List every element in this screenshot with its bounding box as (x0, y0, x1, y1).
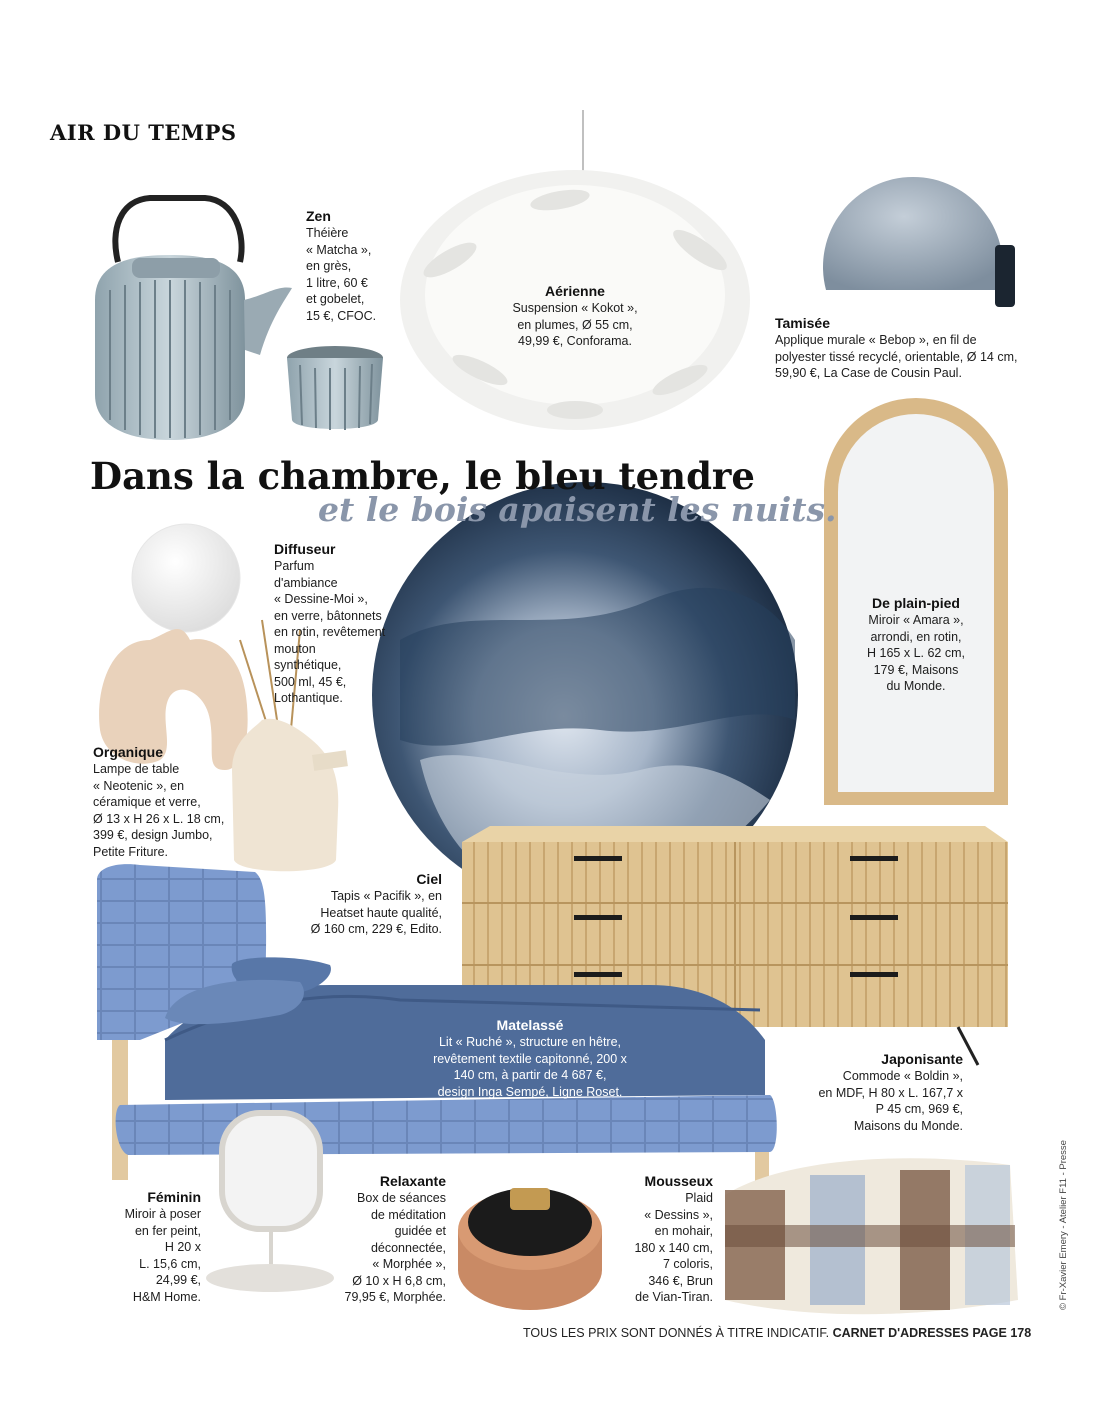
caption-line: H 20 x (164, 1240, 201, 1254)
photo-credit: © Fr-Xavier Emery - Atelier F11 - Presse (1058, 1140, 1069, 1310)
caption-line: en fer peint, (134, 1223, 201, 1238)
caption-title: Mousseux (644, 1173, 713, 1189)
caption-title: Zen (306, 208, 331, 224)
caption-mousseux (610, 1172, 713, 1306)
caption-zen (306, 207, 376, 324)
feather-pendant-image (400, 110, 750, 430)
caption-title: Diffuseur (274, 541, 336, 557)
caption-title: Féminin (147, 1189, 201, 1205)
caption-title: Organique (93, 744, 164, 760)
caption-line: Maisons du Monde. (853, 1118, 963, 1133)
caption-line: Miroir à poser (124, 1207, 201, 1221)
caption-line: Box de séances (357, 1191, 446, 1205)
caption-line: « Matcha », (306, 242, 372, 257)
caption-tamisee (775, 314, 1017, 382)
caption-line: Ø 13 x H 26 x L. 18 cm, (93, 811, 225, 826)
caption-title: Tamisée (775, 315, 830, 331)
caption-line: 140 cm, à partir de 4 687 €, (453, 1068, 607, 1082)
caption-title: Relaxante (379, 1173, 446, 1189)
caption-relaxante (322, 1172, 446, 1306)
caption-title: Matelassé (496, 1017, 564, 1033)
caption-line: Commode « Boldin », (842, 1069, 963, 1083)
footer-note (523, 1326, 1031, 1340)
caption-line: de Vian-Tiran. (635, 1290, 713, 1304)
caption-line: 24,99 €, (155, 1273, 201, 1287)
caption-line: 49,99 €, Conforama. (518, 334, 632, 348)
caption-line: H 165 x L. 62 cm, (867, 646, 965, 660)
caption-line: Lampe de table (93, 762, 180, 776)
headline-line1: Dans la chambre, le bleu tendre (90, 454, 755, 498)
caption-line: en verre, bâtonnets (274, 608, 382, 623)
section-title: AIR DU TEMPS (50, 120, 237, 145)
caption-line: 15 €, CFOC. (306, 308, 377, 323)
caption-line: en mohair, (654, 1224, 713, 1238)
caption-line: Miroir « Amara », (868, 613, 964, 627)
caption-line: mouton (274, 641, 316, 656)
caption-line: L. 15,6 cm, (139, 1256, 201, 1271)
caption-line: Applique murale « Bebop », en fil de (775, 333, 977, 347)
caption-line: en grès, (306, 259, 352, 273)
caption-line: d'ambiance (274, 575, 338, 590)
caption-organique (93, 743, 224, 860)
plaid-image (725, 1158, 1018, 1314)
caption-line: Ø 10 x H 6,8 cm, (352, 1273, 446, 1288)
caption-ciel (270, 870, 442, 938)
table-lamp-image (99, 524, 248, 770)
caption-line: en rotin, revêtement (274, 625, 386, 639)
caption-line: du Monde. (886, 679, 946, 693)
teapot-image (95, 198, 292, 440)
caption-line: « Morphée », (372, 1257, 446, 1271)
caption-line: P 45 cm, 969 €, (875, 1102, 963, 1116)
caption-title: Japonisante (881, 1051, 963, 1067)
caption-line: déconnectée, (370, 1240, 446, 1255)
caption-line: 399 €, design Jumbo, (93, 828, 213, 842)
caption-line: 346 €, Brun (648, 1273, 713, 1288)
caption-line: Plaid (685, 1191, 713, 1205)
caption-title: De plain-pied (872, 595, 960, 611)
caption-line: revêtement textile capitonné, 200 x (433, 1051, 627, 1066)
caption-line: et gobelet, (306, 292, 365, 306)
caption-line: Théière (306, 226, 349, 240)
caption-line: Tapis « Pacifik », en (330, 889, 442, 903)
meditation-box-image (458, 1188, 602, 1310)
caption-line: arrondi, en rotin, (870, 629, 962, 644)
caption-line: H&M Home. (132, 1289, 201, 1304)
caption-line: Lothantique. (274, 691, 343, 705)
caption-line: céramique et verre, (93, 795, 201, 809)
caption-line: 180 x 140 cm, (634, 1240, 713, 1255)
caption-line: « Dessins », (644, 1207, 713, 1222)
wall-sconce-image (823, 177, 1015, 307)
caption-line: Heatset haute qualité, (320, 905, 442, 920)
caption-line: 1 litre, 60 € (306, 275, 368, 290)
caption-diffuseur (274, 540, 385, 707)
caption-line: polyester tissé recyclé, orientable, Ø 14 cm, (775, 349, 1018, 364)
caption-line: design Inga Sempé, Ligne Roset. (437, 1084, 623, 1099)
cup-image (287, 346, 383, 430)
caption-line: guidée et (394, 1224, 446, 1238)
caption-line: Suspension « Kokot », (512, 301, 638, 315)
caption-line: synthétique, (274, 658, 342, 672)
caption-line: en MDF, H 80 x L. 167,7 x (818, 1085, 963, 1100)
caption-line: 7 coloris, (662, 1257, 713, 1271)
caption-line: en plumes, Ø 55 cm, (517, 317, 633, 332)
caption-de-plain-pied (846, 594, 986, 695)
caption-line: 179 €, Maisons (873, 662, 959, 677)
caption-feminin (100, 1188, 201, 1305)
caption-matelasse (415, 1016, 645, 1100)
caption-line: « Neotenic », en (93, 778, 185, 793)
vanity-mirror-image (206, 1113, 334, 1292)
caption-line: 79,95 €, Morphée. (344, 1290, 446, 1304)
caption-line: de méditation (370, 1207, 446, 1222)
caption-line: « Dessine-Moi », (274, 592, 368, 606)
caption-line: 59,90 €, La Case de Cousin Paul. (775, 366, 962, 380)
caption-aerienne (495, 282, 655, 350)
footer-disclaimer: TOUS LES PRIX SONT DONNÉS À TITRE INDICATIF. (523, 1326, 830, 1340)
caption-line: Ø 160 cm, 229 €, Edito. (310, 922, 442, 936)
caption-japonisante (790, 1050, 963, 1134)
caption-line: Petite Friture. (93, 844, 169, 859)
headline-line2: et le bois apaisent les nuits. (318, 490, 837, 529)
caption-title: Ciel (416, 871, 442, 887)
caption-line: Lit « Ruché », structure en hêtre, (438, 1035, 622, 1049)
caption-line: 500 ml, 45 €, (274, 674, 347, 689)
caption-line: Parfum (274, 559, 315, 573)
caption-title: Aérienne (545, 283, 605, 299)
footer-address-ref: CARNET D'ADRESSES PAGE 178 (832, 1326, 1032, 1340)
